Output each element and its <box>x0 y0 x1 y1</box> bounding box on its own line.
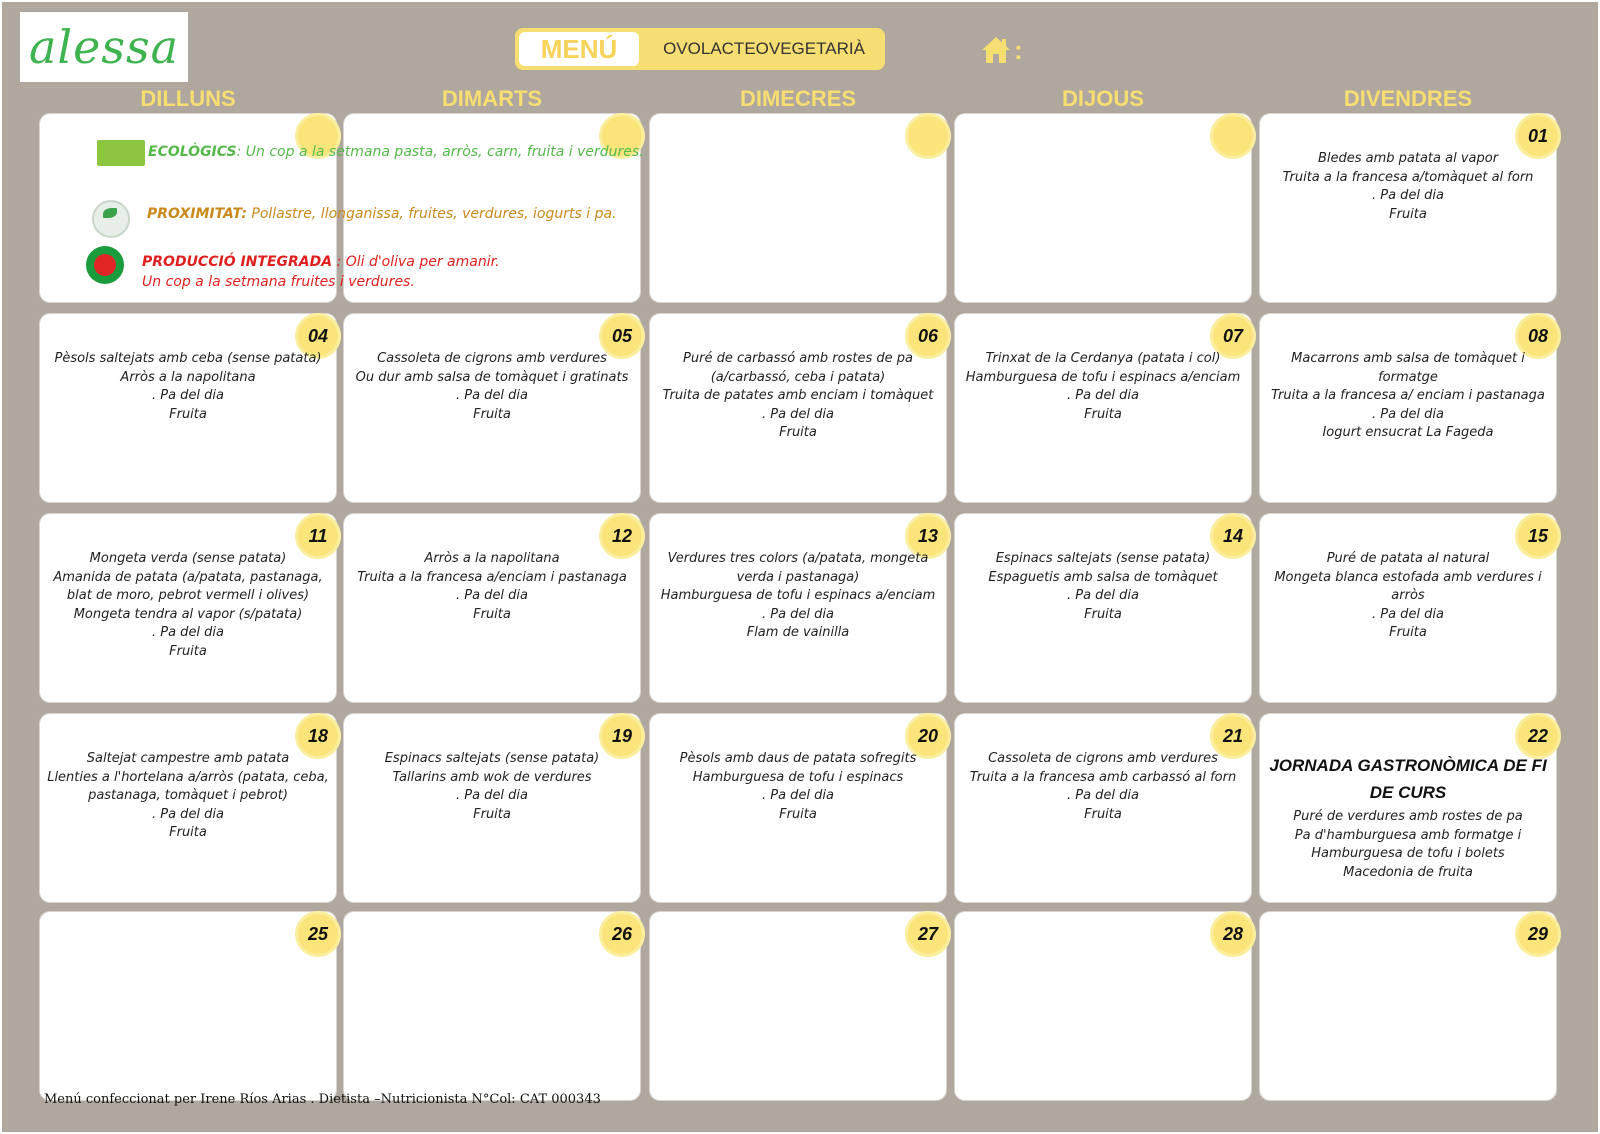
dish-list <box>44 350 332 424</box>
dish-item: Fruita <box>779 806 817 822</box>
day-number-badge: 14 <box>1213 516 1253 556</box>
dish-item: . Pa del dia <box>1066 788 1140 803</box>
dish-item: Fruita <box>1084 806 1122 822</box>
legend <box>42 116 644 300</box>
dish-item: Truita de patates amb enciam i tomàquet <box>662 388 934 403</box>
day-cell <box>650 314 946 502</box>
day-cell <box>40 912 336 1100</box>
home-colon: : <box>1014 34 1023 65</box>
dish-item: . Pa del dia <box>1066 588 1140 603</box>
dish-item: Verdures tres colors (a/patata, mongeta verda i pastanaga) <box>667 551 929 585</box>
dish-item: Hamburguesa de tofu i espinacs <box>692 769 904 785</box>
day-cell <box>40 514 336 702</box>
menu-label: MENÚ <box>519 32 639 66</box>
dish-item: . Pa del dia <box>455 788 529 803</box>
dish-item: Truita a la francesa a/enciam i pastanaga <box>357 569 627 585</box>
legend-int-line1: : Oli d'oliva per amanir. <box>332 254 500 270</box>
dish-list <box>654 750 942 824</box>
legend-prox <box>147 206 617 222</box>
dish-item: Saltejat campestre amb patata <box>86 751 290 766</box>
menu-banner <box>515 28 885 70</box>
day-cell <box>955 714 1251 902</box>
day-cell <box>1260 114 1556 302</box>
dish-item: Hamburguesa de tofu i espinacs a/enciam <box>660 588 936 603</box>
alessa-logo <box>20 12 188 82</box>
dish-list <box>44 750 332 843</box>
dish-list <box>1264 350 1552 443</box>
legend-prox-title: PROXIMITAT: <box>147 206 247 222</box>
dish-item: Fruita <box>779 425 817 440</box>
day-number-badge <box>1213 116 1253 156</box>
day-cell <box>344 514 640 702</box>
dish-item: Iogurt ensucrat La Fageda <box>1322 425 1494 440</box>
day-cell <box>1260 314 1556 502</box>
dish-item: Ou dur amb salsa de tomàquet i gratinats <box>355 369 629 385</box>
dish-list <box>654 350 942 443</box>
day-cell <box>1260 714 1556 902</box>
dish-item: . Pa del dia <box>151 625 225 640</box>
legend-int-title: PRODUCCIÓ INTEGRADA <box>142 254 333 270</box>
dish-item: Arròs a la napolitana <box>424 551 560 566</box>
day-cell <box>1260 514 1556 702</box>
dish-item: Pa d'hamburguesa amb formatge i <box>1294 827 1522 843</box>
day-number-badge: 04 <box>298 316 338 356</box>
legend-int-line2: Un cop a la setmana fruites i verdures. <box>142 274 415 290</box>
day-cell <box>344 912 640 1100</box>
day-cell <box>344 714 640 902</box>
day-number-badge: 20 <box>908 716 948 756</box>
day-cell <box>650 514 946 702</box>
dish-item: Fruita <box>1084 606 1122 622</box>
dish-item: Espaguetis amb salsa de tomàquet <box>988 569 1218 585</box>
dish-item: Fruita <box>169 825 207 840</box>
dish-list <box>654 550 942 643</box>
dish-item: Truita a la francesa a/ enciam i pastanaga <box>1271 388 1545 403</box>
dish-list <box>44 550 332 661</box>
dish-item: . Pa del dia <box>151 388 225 403</box>
day-header-dimarts: DIMARTS <box>441 86 543 111</box>
day-number-badge: 07 <box>1213 316 1253 356</box>
dish-item: Macarrons amb salsa de tomàquet i formatge <box>1291 351 1525 385</box>
dish-item: . Pa del dia <box>761 788 835 803</box>
dish-item: Espinacs saltejats (sense patata) <box>995 551 1211 566</box>
dish-list <box>348 350 636 424</box>
day-number-badge: 25 <box>298 914 338 954</box>
home-indicator <box>980 30 1040 70</box>
day-number-badge: 08 <box>1518 316 1558 356</box>
day-cell <box>955 314 1251 502</box>
day-number-badge: 05 <box>602 316 642 356</box>
dish-list <box>348 750 636 824</box>
dish-item: Mongeta blanca estofada amb verdures i arròs <box>1274 569 1542 603</box>
dish-item: Fruita <box>1084 406 1122 422</box>
km0-icon <box>92 200 130 238</box>
dish-item: Hamburguesa de tofu i bolets <box>1311 846 1505 861</box>
dish-item: Arròs a la napolitana <box>120 369 256 385</box>
day-number-badge: 15 <box>1518 516 1558 556</box>
dish-item: Truita a la francesa amb carbassó al forn <box>969 769 1237 785</box>
day-number-badge: 18 <box>298 716 338 756</box>
dish-item: Fruita <box>1389 625 1427 640</box>
dish-item: Mongeta verda (sense patata) <box>89 551 287 566</box>
dish-item: Tallarins amb wok de verdures <box>392 769 592 785</box>
dish-item: Bledes amb patata al vapor <box>1317 151 1499 166</box>
day-number-badge: 06 <box>908 316 948 356</box>
dish-item: Flam de vainilla <box>746 625 850 640</box>
day-cell <box>40 314 336 502</box>
dish-item: Cassoleta de cigrons amb verdures <box>377 351 607 366</box>
day-cell <box>650 912 946 1100</box>
day-number-badge: 29 <box>1518 914 1558 954</box>
day-number-badge: 26 <box>602 914 642 954</box>
day-cell <box>955 514 1251 702</box>
day-number-badge: 21 <box>1213 716 1253 756</box>
legend-eco-title: ECOLÒGICS <box>148 144 237 160</box>
dish-list <box>1264 808 1552 882</box>
day-header-dimecres: DIMECRES <box>739 86 857 111</box>
legend-int <box>142 252 500 292</box>
dish-item: Fruita <box>473 406 511 422</box>
dish-item: Amanida de patata (a/patata, pastanaga, blat de moro, pebrot vermell i olives) Mongeta tendra al vapor (s/patata) <box>53 569 323 622</box>
day-number-badge: 12 <box>602 516 642 556</box>
dish-list <box>1264 550 1552 643</box>
day-cell <box>1260 912 1556 1100</box>
dish-item: Fruita <box>473 606 511 622</box>
day-cell <box>650 114 946 302</box>
day-header-dijous: DIJOUS <box>1062 86 1144 111</box>
dish-item: . Pa del dia <box>455 588 529 603</box>
legend-prox-text: Pollastre, llonganissa, fruites, verdures, iogurts i pa. <box>246 206 617 222</box>
day-cell <box>344 314 640 502</box>
special-event-title: JORNADA GASTRONÒMICA DE FI DE CURS <box>1269 756 1547 802</box>
legend-eco <box>84 140 688 164</box>
menu-type: OVOLACTEOVEGETARIÀ <box>663 39 865 58</box>
dish-item: . Pa del dia <box>1371 606 1445 622</box>
dish-item: Puré de carbassó amb rostes de pa (a/carbassó, ceba i patata) <box>683 351 913 385</box>
dish-item: Pèsols amb daus de patata sofregits <box>679 751 917 766</box>
dish-item: Macedonia de fruita <box>1343 864 1473 880</box>
day-header-divendres: DIVENDRES <box>1343 86 1473 111</box>
dish-item: Truita a la francesa a/tomàquet al forn <box>1282 169 1534 185</box>
dish-item: . Pa del dia <box>151 806 225 822</box>
legend-eco-text: : Un cop a la setmana pasta, arròs, carn, fruita i verdures. <box>236 144 644 160</box>
page-background <box>2 2 1598 1132</box>
day-cell <box>40 714 336 902</box>
day-cell <box>650 714 946 902</box>
day-number-badge: 28 <box>1213 914 1253 954</box>
day-number-badge: 01 <box>1518 116 1558 156</box>
day-number-badge: 22 <box>1518 716 1558 756</box>
day-number-badge: 27 <box>908 914 948 954</box>
dish-item: Puré de patata al natural <box>1326 551 1490 566</box>
day-number-badge: 11 <box>298 516 338 556</box>
dish-item: Puré de verdures amb rostes de pa <box>1293 809 1523 824</box>
day-number-badge: 13 <box>908 516 948 556</box>
dish-item: Cassoleta de cigrons amb verdures <box>988 751 1218 766</box>
dish-item: Fruita <box>169 643 207 659</box>
dish-list <box>959 350 1247 424</box>
dish-item: . Pa del dia <box>455 388 529 403</box>
dish-item: Llenties a l'hortelana a/arròs (patata, ceba, pastanaga, tomàquet i pebrot) <box>47 769 329 803</box>
dish-item: . Pa del dia <box>761 606 835 622</box>
day-header-dilluns: DILLUNS <box>140 86 236 111</box>
dish-item: Trinxat de la Cerdanya (patata i col) <box>985 351 1221 366</box>
dish-list <box>959 750 1247 824</box>
dish-item: Fruita <box>169 406 207 422</box>
dish-item: . Pa del dia <box>1371 406 1445 422</box>
day-cell <box>955 114 1251 302</box>
dish-item: Pèsols saltejats amb ceba (sense patata) <box>54 351 322 366</box>
footer-credit: Menú confeccionat per Irene Ríos Arias . Dietista –Nutricionista N°Col: CAT 000343 <box>44 1092 601 1107</box>
day-number-badge <box>908 116 948 156</box>
dish-item: Espinacs saltejats (sense patata) <box>384 751 600 766</box>
home-icon <box>980 35 1012 65</box>
dish-item: Hamburguesa de tofu i espinacs a/enciam <box>965 369 1241 385</box>
dish-list <box>959 550 1247 624</box>
dish-list <box>1264 150 1552 224</box>
day-number-badge: 19 <box>602 716 642 756</box>
dish-item: . Pa del dia <box>1371 188 1445 203</box>
dish-item: Fruita <box>1389 206 1427 222</box>
dish-item: . Pa del dia <box>761 406 835 422</box>
dish-item: Fruita <box>473 806 511 822</box>
day-cell <box>955 912 1251 1100</box>
logo-text: alessa <box>29 20 179 74</box>
dish-list <box>348 550 636 624</box>
ladybug-icon <box>86 246 124 284</box>
dish-item: . Pa del dia <box>1066 388 1140 403</box>
